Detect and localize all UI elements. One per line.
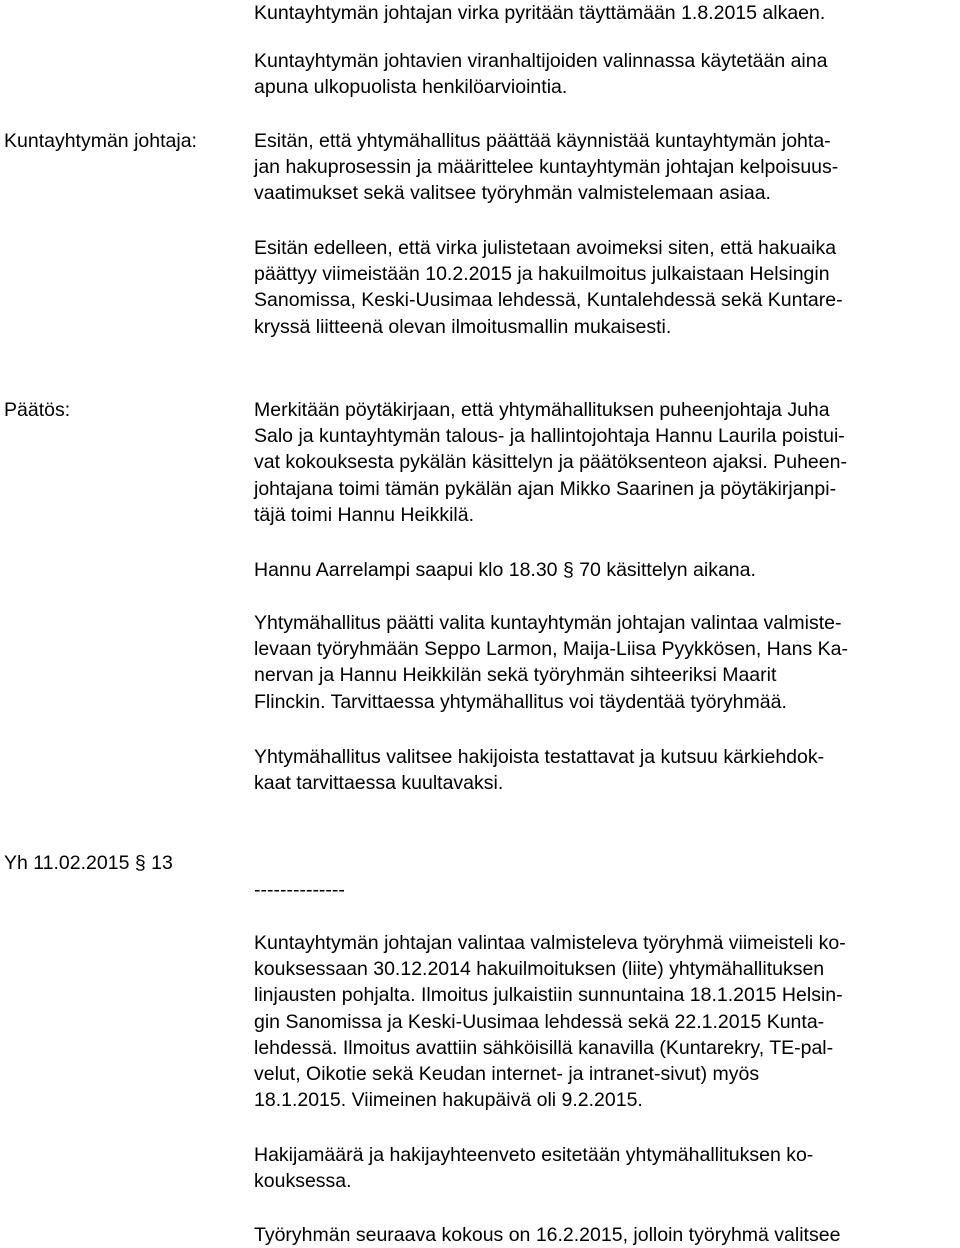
text-line: Salo ja kuntayhtymän talous- ja hallintojohtaja Hannu Laurila poistui- — [254, 425, 845, 448]
text-line: kryssä liitteenä olevan ilmoitusmallin mukaisesti. — [254, 315, 672, 338]
text-line: Esitän edelleen, että virka julistetaan avoimeksi siten, että hakuaika — [254, 237, 837, 259]
text-line: vat kokouksesta pykälän käsittelyn ja päätöksenteon ajaksi. Puheen- — [254, 451, 847, 474]
decision-paragraph-2 — [254, 557, 756, 583]
text-line: Yhtymähallitus valitsee hakijoista testattavat ja kutsuu kärkiehdok- — [254, 746, 825, 768]
text-line: Kuntayhtymän johtajan virka pyritään täyttämään 1.8.2015 alkaen. — [254, 2, 826, 24]
decision-paragraph-1 — [254, 397, 847, 528]
decision-paragraph-3 — [254, 610, 848, 715]
text-line: Merkitään pöytäkirjaan, että yhtymähallituksen puheenjohtaja Juha — [254, 399, 830, 421]
text-line: linjausten pohjalta. Ilmoitus julkaistiin sunnuntaina 18.1.2015 Helsin- — [254, 984, 843, 1007]
proposal-paragraph-2 — [254, 235, 843, 340]
proposal-paragraph-1 — [254, 128, 838, 207]
text-line: kouksessaan 30.12.2014 hakuilmoituksen (liite) yhtymähallituksen — [254, 958, 825, 981]
followup-paragraph-3 — [254, 1222, 840, 1248]
section-label-meeting-ref: Yh 11.02.2015 § 13 — [4, 852, 173, 874]
text-line: päättyy viimeistään 10.2.2015 ja hakuilmoitus julkaistaan Helsingin — [254, 263, 830, 286]
text-line: Kuntayhtymän johtajan valintaa valmisteleva työryhmä viimeisteli ko- — [254, 932, 846, 954]
text-line: Työryhmän seuraava kokous on 16.2.2015, jolloin työryhmä valitsee — [254, 1224, 841, 1246]
text-line: 18.1.2015. Viimeinen hakupäivä oli 9.2.2015. — [254, 1089, 643, 1112]
text-line: Hakijamäärä ja hakijayhteenveto esitetään yhtymähallituksen ko- — [254, 1144, 814, 1166]
text-line: täjä toimi Hannu Heikkilä. — [254, 503, 475, 526]
decision-paragraph-4 — [254, 744, 824, 796]
text-line: nervan ja Hannu Heikkilän sekä työryhmän sihteeriksi Maarit — [254, 664, 777, 687]
followup-paragraph-2 — [254, 1142, 813, 1194]
section-label-johtaja: Kuntayhtymän johtaja: — [4, 130, 197, 152]
text-line: kaat tarvittaessa kuultavaksi. — [254, 772, 504, 795]
text-line: Flinckin. Tarvittaessa yhtymähallitus voi täydentää työryhmää. — [254, 690, 787, 713]
text-line: Sanomissa, Keski-Uusimaa lehdessä, Kuntalehdessä sekä Kuntare- — [254, 289, 843, 312]
text-line: johtajana toimi tämän pykälän ajan Mikko Saarinen ja pöytäkirjanpi- — [254, 477, 837, 500]
text-line: Yhtymähallitus päätti valita kuntayhtymän johtajan valintaa valmiste- — [254, 612, 842, 634]
text-line: velut, Oikotie sekä Keudan internet- ja intranet-sivut) myös — [254, 1062, 760, 1085]
text-line: lehdessä. Ilmoitus avattiin sähköisillä kanavilla (Kuntarekry, TE-pal- — [254, 1036, 834, 1059]
text-line: Kuntayhtymän johtavien viranhaltijoiden valinnassa käytetään aina — [254, 50, 828, 72]
followup-paragraph-1 — [254, 930, 846, 1113]
text-line: vaatimukset sekä valitsee työryhmän valmistelemaan asiaa. — [254, 182, 771, 205]
text-line: jan hakuprosessin ja määrittelee kuntayhtymän johtajan kelpoisuus- — [254, 156, 839, 179]
text-line: Esitän, että yhtymähallitus päättää käynnistää kuntayhtymän johta- — [254, 130, 831, 152]
intro-paragraph-2 — [254, 48, 827, 100]
section-label-paatos: Päätös: — [4, 399, 71, 421]
intro-paragraph-1 — [254, 0, 825, 26]
text-line: kouksessa. — [254, 1170, 352, 1193]
text-line: levaan työryhmään Seppo Larmon, Maija-Liisa Pyykkösen, Hans Ka- — [254, 638, 848, 661]
text-line: Hannu Aarrelampi saapui klo 18.30 § 70 käsittelyn aikana. — [254, 559, 756, 581]
text-line: gin Sanomissa ja Keski-Uusimaa lehdessä sekä 22.1.2015 Kunta- — [254, 1010, 825, 1033]
text-line: apuna ulkopuolista henkilöarviointia. — [254, 76, 568, 99]
separator-line: -------------- — [254, 879, 345, 901]
